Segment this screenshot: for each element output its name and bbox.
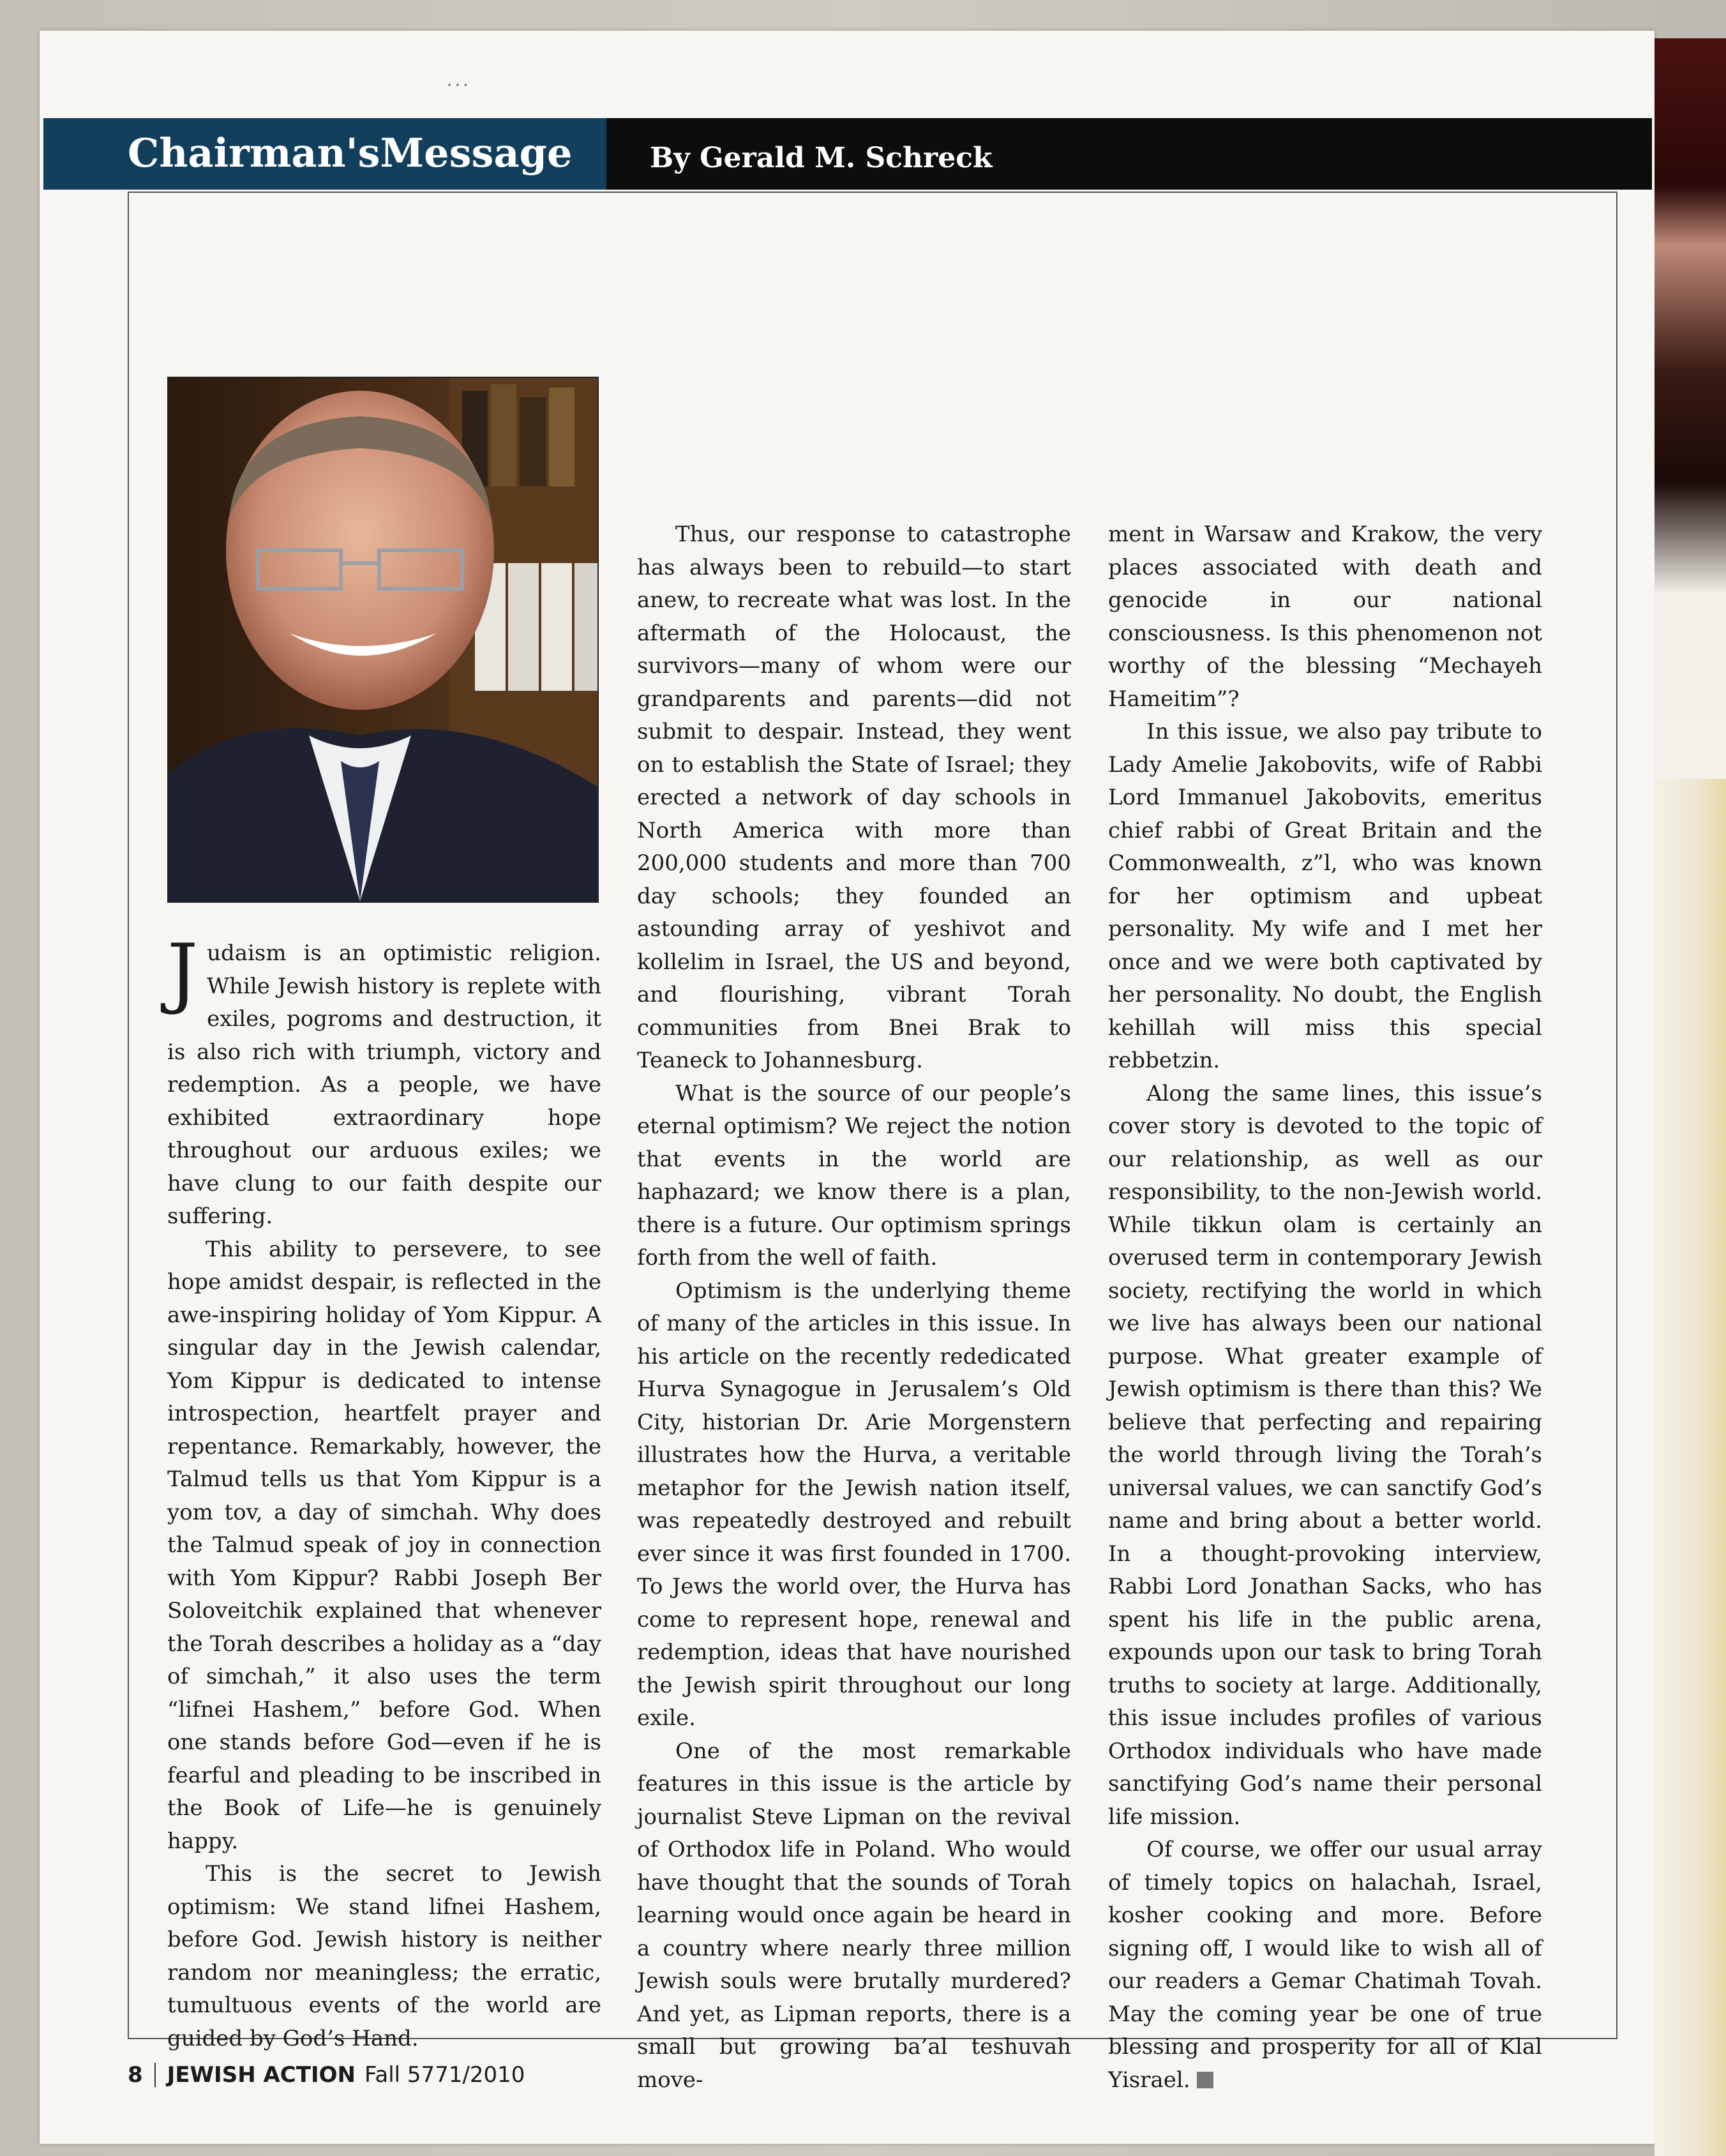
paragraph: Optimism is the underlying theme of many of the articles in this issue. In his article on the recently rededicated Hurva Synagogue in Jerusalem’s Old City, historian Dr. Arie Morgenstern illustrates how the Hurva, a veritable metaphor for the Jewish nation itself, was repeatedly destroyed and rebuilt ever since it was first founded in 1700. To Jews the world over, the Hurva has come to represent hope, renewal and redemption, ideas that have nourished the Jewish spirit throughout our long exile.: [637, 1278, 1071, 1731]
article-column-2: [637, 518, 1071, 2097]
paragraph: Thus, our response to catastrophe has always been to rebuild—to start anew, to recreate what was lost. In the aftermath of the Holocaust, the survivors—many of whom were our grandparents and parents—did not submit to despair. Instead, they went on to establish the State of Israel; they erected a network of day schools in North America with more than 200,000 students and more than 700 day schools; they founded an astounding array of yeshivot and kollelim in Israel, the US and beyond, and flourishing, vibrant Torah communities from Bnei Brak to Teaneck to Johannesburg.: [637, 522, 1071, 1073]
page-number: 8: [128, 2062, 143, 2088]
section-title: Chairman'sMessage: [128, 130, 573, 176]
article-column-1: [167, 928, 601, 2055]
portrait-image: [169, 378, 597, 901]
paragraph: In this issue, we also pay tribute to Lady Amelie Jakobovits, wife of Rabbi Lord Immanuel Jakobovits, emeritus chief rabbi of Great Britain and the Commonwealth, z”l, who was known for her optimism and upbeat personality. My wife and I met her once and we were both captivated by her personality. No doubt, the English kehillah will miss this special rebbetzin.: [1108, 719, 1542, 1073]
paragraph: What is the source of our people’s eternal optimism? We reject the notion that events in the world are haphazard; we know there is a plan, there is a future. Our optimism springs forth from the well of faith.: [637, 1080, 1071, 1270]
drop-cap: J: [167, 928, 199, 1017]
paragraph: This ability to persevere, to see hope amidst despair, is reflected in the awe-inspiring holiday of Yom Kippur. A singular day in the Jewish calendar, Yom Kippur is dedicated to intense introspection, heartfelt prayer and repentance. Remarkably, however, the Talmud tells us that Yom Kippur is a yom tov, a day of simchah. Why does the Talmud speak of joy in connection with Yom Kippur? Rabbi Joseph Ber Soloveitchik explained that whenever the Torah describes a holiday as a “day of simchah,” it also uses the term “lifnei Hashem,” before God. When one stands before God—even if he is fearful and pleading to be inscribed in the Book of Life—he is genuinely happy.: [167, 1236, 601, 1854]
adjacent-page-photo: [1655, 38, 1726, 779]
article-column-3: [1108, 518, 1542, 2097]
closing-paragraph: [1108, 1834, 1542, 2097]
paragraph: One of the most remarkable features in this issue is the article by journalist Steve Lipman on the revival of Orthodox life in Poland. Who would have thought that the sounds of Torah learning would once again be heard in a country where nearly three million Jewish souls were brutally murdered? And yet, as Lipman reports, there is a small but growing ba’al teshuvah move-: [637, 1738, 1071, 2093]
author-portrait: [167, 377, 599, 903]
paragraph: Along the same lines, this issue’s cover story is devoted to the topic of our relationship, as well as our responsibility, to the non-Jewish world. While tikkun olam is certainly an overused term in contemporary Jewish society, rectifying the world in which we live has always been our national purpose. What greater example of Jewish optimism is there than this? We believe that perfecting and repairing the world through living the Torah’s universal values, we can sanctify God’s name and bring about a better world. In a thought-provoking interview, Rabbi Lord Jonathan Sacks, who has spent his life in the public arena, expounds upon our task to bring Torah truths to society at large. Additionally, this issue includes profiles of various Orthodox individuals who have made sanctifying God’s name their personal life mission.: [1108, 1080, 1542, 1830]
page-footer: [128, 2056, 525, 2094]
scan-speck: • • •: [447, 80, 469, 91]
paragraph-text: Of course, we offer our usual array of timely topics on halachah, Israel, kosher cooking and more. Before signing off, I would like to wish all of our readers a Gemar Chatimah Tovah. May the coming year be one of true blessing and prosperity for all of Klal Yisrael.: [1108, 1837, 1542, 2093]
end-mark-icon: [1197, 2072, 1213, 2088]
footer-divider: [154, 2063, 156, 2087]
paragraph: ment in Warsaw and Krakow, the very places associated with death and genocide in our national consciousness. Is this phenomenon not worthy of the blessing “Mechayeh Hameitim”?: [1108, 522, 1542, 712]
adjacent-page-edge: [1655, 779, 1726, 2156]
paragraph-text: udaism is an optimistic religion. While Jewish history is replete with exiles, pogroms and destruction, it is also rich with triumph, victory and redemption. As a people, we have exhibited extraordinary hope throughout our arduous exiles; we have clung to our faith despite our suffering.: [167, 940, 601, 1229]
magazine-name: JEWISH ACTION: [167, 2062, 356, 2088]
issue-date: Fall 5771/2010: [364, 2062, 525, 2088]
byline: By Gerald M. Schreck: [650, 142, 993, 174]
paragraph: This is the secret to Jewish optimism: We stand lifnei Hashem, before God. Jewish history is neither random nor meaningless; the erratic, tumultuous events of the world are guided by God’s Hand.: [167, 1861, 601, 2051]
opening-paragraph: [167, 928, 601, 1233]
